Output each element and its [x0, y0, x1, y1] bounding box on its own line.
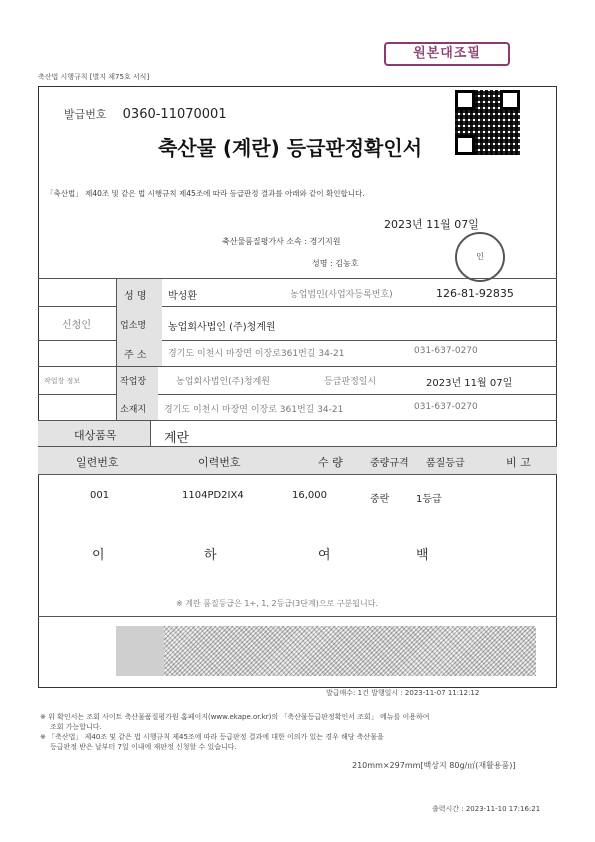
blank-mark: 이 — [92, 548, 105, 563]
grade-note: ※ 계란 품질등급은 1+, 1, 2등급(3단계)으로 구분됩니다. — [176, 599, 378, 608]
col-header-grade: 품질등급 — [426, 458, 465, 469]
row-qty: 16,000 — [292, 490, 327, 501]
work-location-value: 경기도 이천시 마장면 이장로 361번길 34-21 — [164, 405, 344, 415]
applicant-phone-value: 031-637-0270 — [414, 346, 478, 356]
col-header-serial: 일련번호 — [76, 456, 119, 469]
vline — [150, 420, 151, 446]
blank-mark: 백 — [416, 548, 429, 563]
note-line: 조회 가능합니다. — [50, 723, 102, 731]
applicant-company-value: 농업회사법인 (주)청계원 — [168, 322, 276, 333]
product-value: 계란 — [164, 431, 190, 446]
applicant-bizno-label: 농업법인(사업자등록번호) — [290, 290, 393, 300]
col-header-weight: 중량규격 — [370, 458, 409, 469]
intro-text: 「축산법」 제40조 및 같은 법 시행규칙 제45조에 따라 등급판정 결과를 아래와 같이 확인합니다. — [46, 189, 365, 198]
security-pattern — [116, 626, 536, 676]
work-phone-value: 031-637-0270 — [414, 402, 478, 412]
work-section-label: 작업장 정보 — [44, 377, 81, 385]
blank-mark: 여 — [318, 548, 331, 563]
applicant-section-label: 신청인 — [62, 320, 91, 331]
product-label: 대상품목 — [74, 429, 117, 442]
issue-date: 2023년 11월 07일 — [384, 218, 479, 231]
applicant-bizno-value: 126-81-92835 — [436, 287, 514, 300]
work-date-label: 등급판정일시 — [324, 377, 377, 387]
document-title: 축산물 (계란) 등급판정확인서 — [157, 136, 423, 160]
row-serial: 001 — [90, 490, 110, 501]
work-place-label: 작업장 — [120, 377, 147, 387]
applicant-address-label: 주 소 — [124, 350, 147, 361]
col-header-trace: 이력번호 — [198, 456, 241, 469]
applicant-name-value: 박성환 — [168, 291, 197, 302]
row-grade: 1등급 — [416, 494, 442, 505]
original-certified-stamp: 원본대조필 — [384, 42, 510, 66]
inspector-name: 성명 : 김농호 — [312, 259, 359, 268]
issue-number — [64, 106, 227, 122]
applicant-name-label: 성 명 — [124, 291, 147, 302]
rule — [38, 474, 557, 476]
note-line: ※ 위 확인서는 조회 사이트 축산물품질평가원 홈페이지(www.ekape.or.kr)의 「축산물등급판정확인서 조회」 메뉴를 이용하여 — [40, 713, 430, 721]
work-location-label: 소재지 — [120, 405, 147, 415]
official-seal: 인 — [455, 232, 505, 282]
note-line: 등급판정 받은 날부터 7일 이내에 재판정 신청할 수 있습니다. — [50, 743, 237, 751]
vline — [116, 278, 117, 420]
work-place-value: 농업회사법인(주)청계원 — [176, 377, 270, 387]
note-line: ※ 「축산법」 제40조 및 같은 법 시행규칙 제45조에 따라 등급판정 결과에 대한 이의가 있는 경우 해당 축산물을 — [40, 733, 384, 741]
print-time: 출력시간 : 2023-11-10 17:16:21 — [432, 805, 541, 813]
row-weight: 중란 — [370, 494, 390, 505]
qr-code-icon — [455, 90, 520, 155]
work-date-value: 2023년 11월 07일 — [426, 378, 513, 389]
inspector-office: 축산물품질평가사 소속 : 경기지원 — [222, 237, 341, 246]
blank-mark: 하 — [204, 548, 217, 563]
paper-spec: 210mm×297mm[백상지 80g/㎡(재활용품)] — [352, 761, 516, 770]
issue-number-value: 0360-11070001 — [122, 107, 227, 122]
applicant-address-value: 경기도 이천시 마장면 이장로361번길 34-21 — [168, 349, 345, 359]
issue-footer: 발급매수: 1건 발행일시 : 2023-11-07 11:12:12 — [326, 689, 480, 697]
applicant-company-label: 업소명 — [120, 321, 147, 331]
security-stamp-box — [116, 626, 164, 676]
issue-number-label: 발급번호 — [64, 108, 107, 121]
col-header-qty: 수 량 — [318, 456, 343, 469]
col-header-remark: 비 고 — [506, 456, 531, 469]
rule — [38, 616, 557, 618]
form-reference: 축산법 시행규칙 [별지 제75호 서식] — [38, 73, 150, 81]
row-trace: 1104PD2IX4 — [182, 490, 244, 501]
